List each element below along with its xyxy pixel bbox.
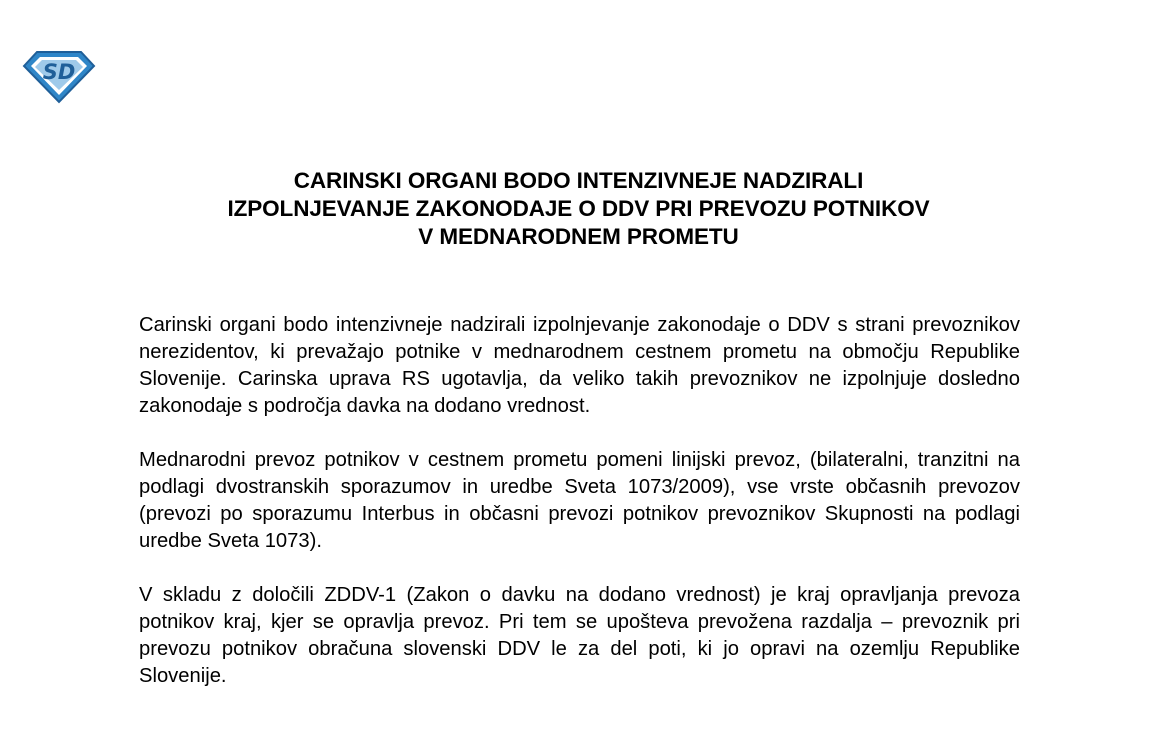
- document-body: [139, 312, 1020, 717]
- paragraph-3: V skladu z določili ZDDV-1 (Zakon o davku na dodano vrednost) je kraj opravljanja prevoza potnikov kraj, kjer se opravlja prevoz. Pri tem se upošteva prevožena razdalja – prevoznik pri prevozu potnikov obračuna slovenski DDV le za del poti, ki jo opravi na ozemlju Republike Slovenije.: [139, 584, 1020, 687]
- logo-text: SD: [42, 60, 76, 84]
- document-title: [100, 167, 1057, 251]
- paragraph-2: Mednarodni prevoz potnikov v cestnem prometu pomeni linijski prevoz, (bilateralni, tranzitni na podlagi dvostranskih sporazumov in uredbe Sveta 1073/2009), vse vrste občasnih prevozov (prevozi po sporazumu Interbus in občasni prevozi potnikov prevoznikov Skupnosti na podlagi uredbe Sveta 1073).: [139, 449, 1020, 552]
- title-line-3: V MEDNARODNEM PROMETU: [418, 224, 739, 249]
- logo: [22, 48, 96, 104]
- sd-logo-icon: [22, 48, 96, 104]
- title-line-1: CARINSKI ORGANI BODO INTENZIVNEJE NADZIRALI: [293, 168, 864, 193]
- title-line-2: IZPOLNJEVANJE ZAKONODAJE O DDV PRI PREVOZU POTNIKOV: [227, 196, 930, 221]
- paragraph-1: Carinski organi bodo intenzivneje nadzirali izpolnjevanje zakonodaje o DDV s strani prevoznikov nerezidentov, ki prevažajo potnike v mednarodnem cestnem prometu na območju Republike Slovenije. Carinska uprava RS ugotavlja, da veliko takih prevoznikov ne izpolnjuje dosledno zakonodaje s področja davka na dodano vrednost.: [139, 314, 1020, 417]
